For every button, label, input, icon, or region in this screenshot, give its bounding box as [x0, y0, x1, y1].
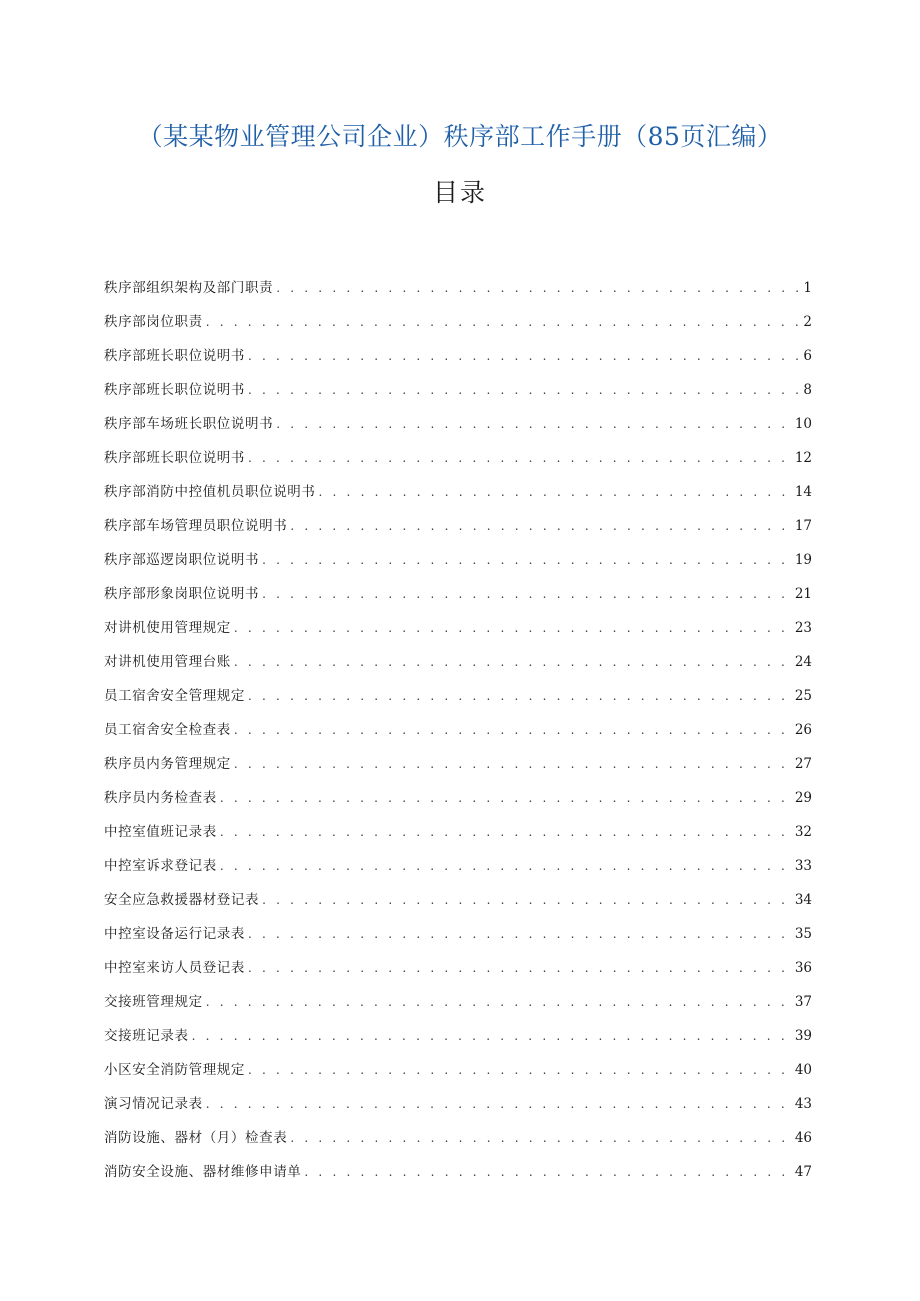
toc-entry[interactable] [104, 1024, 812, 1058]
toc-entry-page-number: 25 [794, 688, 812, 704]
toc-entry[interactable] [104, 582, 812, 616]
toc-entry-page-number: 32 [794, 824, 812, 840]
toc-entry-page-number: 19 [794, 552, 812, 568]
toc-entry-label: 员工宿舍安全检查表 [104, 722, 231, 738]
toc-dot-leader [248, 927, 792, 941]
toc-heading: 目录 [432, 178, 487, 207]
toc-entry-label: 中控室值班记录表 [104, 824, 217, 840]
toc-entry-page-number: 43 [794, 1096, 812, 1112]
toc-entry-label: 对讲机使用管理规定 [104, 620, 231, 636]
toc-entry-label: 秩序部班长职位说明书 [104, 382, 245, 398]
toc-entry-label: 秩序部消防中控值机员职位说明书 [104, 484, 316, 500]
toc-entry[interactable] [104, 548, 812, 582]
document-title: （某某物业管理公司企业）秩序部工作手册（85页汇编） [137, 122, 783, 151]
toc-entry-page-number: 8 [803, 382, 812, 398]
toc-entry[interactable] [104, 310, 812, 344]
toc-entry[interactable] [104, 616, 812, 650]
toc-entry-label: 秩序员内务管理规定 [104, 756, 231, 772]
toc-dot-leader [248, 961, 792, 975]
toc-entry-page-number: 17 [794, 518, 812, 534]
toc-entry-label: 秩序部班长职位说明书 [104, 348, 245, 364]
toc-entry-label: 秩序部岗位职责 [104, 314, 203, 330]
toc-dot-leader [276, 417, 792, 431]
toc-entry-page-number: 1 [803, 280, 812, 296]
toc-entry-page-number: 26 [794, 722, 812, 738]
toc-entry[interactable] [104, 276, 812, 310]
toc-entry-label: 安全应急救援器材登记表 [104, 892, 260, 908]
toc-entry-page-number: 12 [794, 450, 812, 466]
toc-entry-page-number: 29 [794, 790, 812, 806]
toc-entry-label: 演习情况记录表 [104, 1096, 203, 1112]
toc-entry-page-number: 6 [803, 348, 812, 364]
toc-entry-label: 交接班记录表 [104, 1028, 189, 1044]
toc-entry[interactable] [104, 412, 812, 446]
toc-entry[interactable] [104, 1160, 812, 1194]
toc-dot-leader [248, 689, 792, 703]
toc-entry[interactable] [104, 1126, 812, 1160]
toc-entry[interactable] [104, 1058, 812, 1092]
toc-entry[interactable] [104, 1092, 812, 1126]
toc-entry-page-number: 33 [794, 858, 812, 874]
toc-entry[interactable] [104, 922, 812, 956]
toc-dot-leader [290, 519, 792, 533]
toc-dot-leader [248, 451, 792, 465]
toc-entry-page-number: 24 [794, 654, 812, 670]
toc-entry-page-number: 21 [794, 586, 812, 602]
toc-entry-label: 交接班管理规定 [104, 994, 203, 1010]
toc-dot-leader [248, 349, 800, 363]
toc-dot-leader [206, 315, 801, 329]
toc-entry-label: 秩序部车场班长职位说明书 [104, 416, 274, 432]
toc-entry-label: 中控室诉求登记表 [104, 858, 217, 874]
toc-entry-page-number: 39 [794, 1028, 812, 1044]
toc-entry-label: 消防安全设施、器材维修申请单 [104, 1164, 302, 1180]
toc-dot-leader [248, 383, 800, 397]
toc-dot-leader [276, 281, 800, 295]
toc-entry-label: 员工宿舍安全管理规定 [104, 688, 245, 704]
toc-entry[interactable] [104, 752, 812, 786]
toc-entry[interactable] [104, 718, 812, 752]
toc-entry-label: 秩序部组织架构及部门职责 [104, 280, 274, 296]
toc-entry-label: 中控室来访人员登记表 [104, 960, 245, 976]
toc-entry-label: 中控室设备运行记录表 [104, 926, 245, 942]
toc-dot-leader [234, 757, 792, 771]
toc-entry-page-number: 47 [794, 1164, 812, 1180]
toc-dot-leader [192, 1029, 792, 1043]
toc-entry[interactable] [104, 446, 812, 480]
toc-dot-leader [262, 587, 792, 601]
toc-entry-label: 秩序部班长职位说明书 [104, 450, 245, 466]
toc-dot-leader [290, 1131, 792, 1145]
toc-entry[interactable] [104, 820, 812, 854]
toc-entry[interactable] [104, 480, 812, 514]
toc-entry-page-number: 2 [803, 314, 812, 330]
toc-entry[interactable] [104, 650, 812, 684]
toc-entry-label: 消防设施、器材（月）检查表 [104, 1130, 288, 1146]
toc-entry-label: 秩序部巡逻岗职位说明书 [104, 552, 260, 568]
toc-entry[interactable] [104, 786, 812, 820]
toc-dot-leader [206, 1097, 792, 1111]
toc-dot-leader [319, 485, 792, 499]
toc-entry-label: 对讲机使用管理台账 [104, 654, 231, 670]
toc-entry-label: 秩序部车场管理员职位说明书 [104, 518, 288, 534]
toc-dot-leader [262, 893, 792, 907]
toc-dot-leader [262, 553, 792, 567]
toc-entry-page-number: 37 [794, 994, 812, 1010]
toc-dot-leader [220, 825, 792, 839]
toc-entry-page-number: 23 [794, 620, 812, 636]
toc-dot-leader [304, 1165, 791, 1179]
toc-dot-leader [248, 1063, 792, 1077]
toc-entry[interactable] [104, 378, 812, 412]
toc-entry[interactable] [104, 514, 812, 548]
toc-entry[interactable] [104, 684, 812, 718]
toc-entry-page-number: 10 [794, 416, 812, 432]
toc-entry-page-number: 46 [794, 1130, 812, 1146]
toc-list [104, 276, 812, 1194]
toc-entry-page-number: 27 [794, 756, 812, 772]
toc-entry-label: 秩序员内务检查表 [104, 790, 217, 806]
toc-entry-page-number: 40 [794, 1062, 812, 1078]
toc-dot-leader [220, 791, 792, 805]
toc-entry-label: 秩序部形象岗职位说明书 [104, 586, 260, 602]
toc-entry[interactable] [104, 854, 812, 888]
toc-entry-label: 小区安全消防管理规定 [104, 1062, 245, 1078]
toc-entry[interactable] [104, 990, 812, 1024]
toc-entry-page-number: 14 [794, 484, 812, 500]
toc-entry[interactable] [104, 344, 812, 378]
toc-dot-leader [234, 655, 792, 669]
toc-entry[interactable] [104, 888, 812, 922]
toc-dot-leader [220, 859, 792, 873]
toc-entry-page-number: 36 [794, 960, 812, 976]
toc-entry-page-number: 35 [794, 926, 812, 942]
toc-dot-leader [234, 621, 792, 635]
toc-entry-page-number: 34 [794, 892, 812, 908]
toc-dot-leader [206, 995, 792, 1009]
toc-entry[interactable] [104, 956, 812, 990]
toc-dot-leader [234, 723, 792, 737]
